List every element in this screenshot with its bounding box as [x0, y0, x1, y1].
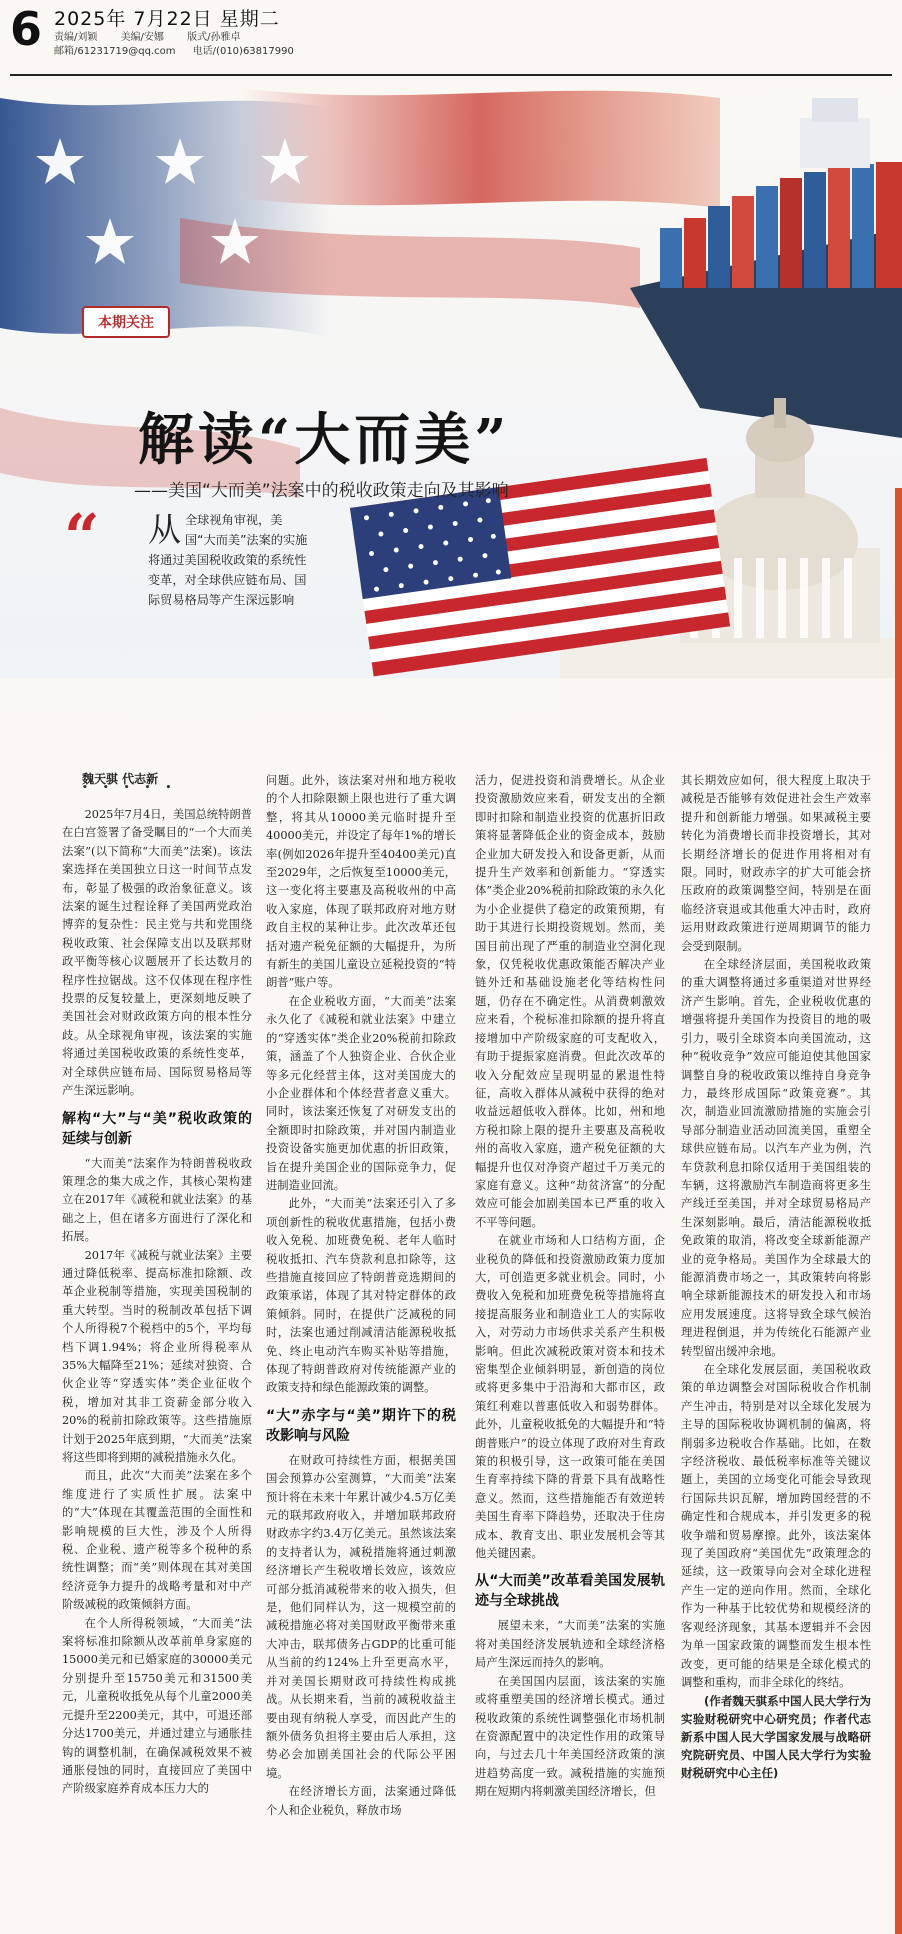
contact-email: 邮箱/61231719@qq.com [54, 46, 176, 57]
headline: 解读“大而美” [138, 407, 511, 473]
lead-text: 全球视角审视，美国“大而美”法案的实施将通过美国税收政策的系统性变革，对全球供应链布局、国际贸易格局等产生深远影响 [148, 513, 308, 607]
paragraph: 活力，促进投资和消费增长。从企业投资激励效应来看，研发支出的全额即时扣除和制造业投资的优惠折旧政策将显著降低企业的资金成本，鼓励企业加大研发投入和设备更新，从而提升生产效率和创新能力。“穿透实体”类企业20%税前扣除政策的永久化为小企业提供了稳定的政策预期，有助于其进行长期投资规划。然而，美国目前出现了严重的制造业空洞化现象，仅凭税收优惠政策能否解决产业链外迁和基础设施老化等结构性问题，仍存在不确定性。从消费刺激效应来看，个税标准扣除额的提升将直接增加中产阶级家庭的可支配收入，有助于提振家庭消费。但此次改革的收入分配效应呈现明显的累退性特征，高收入群体从减税中获得的绝对收益远超低收入群体。比如，州和地方税扣除上限的提升主要惠及高税收州的高收入家庭，遗产税免征额的大幅提升也仅对净资产超过千万美元的家庭有意义。这种“劫贫济富”的分配效应可能会加剧美国本已严重的收入不平等问题。 [475, 774, 665, 1229]
article-column-2 [266, 772, 456, 1926]
paragraph: 问题。此外，该法案对州和地方税收的个人扣除限额上限也进行了重大调整，将其从10000美元临时提升至40000美元，并设定了每年1%的增长率(例如2026年提升至40400美元)直至2029年，之后恢复至10000美元，这一变化将主要惠及高税收州的中高收入家庭，体现了联邦政府对地方财政自主权的某种让步。此次改革还包括对遗产税免征额的大幅提升，为所有新生的美国儿童设立延税投资的“特朗普”账户等。 [266, 774, 456, 990]
paragraph: 在全球化发展层面，美国税收政策的单边调整会对国际税收合作机制产生冲击，特别是对以全球化发展为主导的国际税收协调机制的偏离，将削弱多边税收合作基础。比如，在数字经济税收、最低税率标准等关键议题上，美国的立场变化可能会导致现行国际共识瓦解，增加跨国经营的不确定性和合规成本，并引发更多的税收争端和贸易摩擦。此外，该法案体现了美国政府“美国优先”政策理念的延续，这一政策导向会对全球化进程产生一定的逆向作用。然而，全球化作为一种基于比较优势和规模经济的客观经济现象，其基本逻辑并不会因为单一国家政策的调整而发生根本性改变，更可能的结果是全球化模式的调整和重构，而非全球化的终结。 [681, 1363, 871, 1689]
paragraph: 而且，此次“大而美”法案在多个维度进行了实质性扩展。法案中的“大”体现在其覆盖范围的全面性和影响规模的巨大性，涉及个人所得税、企业税、遗产税等多个税种的系统性调整；而“美”则体现在其对美国经济竞争力提升的战略考量和对中产阶级减税的政策倾斜方面。 [62, 1469, 252, 1612]
header-rule [10, 74, 892, 76]
paragraph: 其长期效应如何，很大程度上取决于减税是否能够有效促进社会生产效率提升和创新能力增强。如果减税主要转化为消费增长而非投资增长，其对长期经济增长的促进作用将相对有限。同时，财政赤字的扩大可能会挤压政府的政策调整空间，特别是在面临经济衰退或其他重大冲击时，政府运用财政政策进行逆周期调节的能力会受到限制。 [681, 774, 871, 953]
paragraph: “大而美”法案作为特朗普税收政策理念的集大成之作，其核心架构建立在2017年《减税和就业法案》的基础之上，但在诸多方面进行了深化和拓展。 [62, 1156, 252, 1244]
credit-layout: 版式/孙雅卓 [187, 32, 241, 43]
paragraph: 在财政可持续性方面，根据美国国会预算办公室测算，“大而美”法案预计将在未来十年累计减少4.5万亿美元的联邦政府收入，并增加联邦政府财政赤字约3.4万亿美元。虽然该法案的支持者认为，减税措施将通过刺激经济增长产生税收增长效应，该效应可部分抵消减税带来的收入损失，但是，他们同样认为，这一规模空前的减税措施必将对美国财政平衡带来重大冲击，联邦债务占GDP的比重可能从当前的约124%上升至更高水平，并对美国长期财政可持续性构成挑战。从长期来看，当前的减税收益主要由现有纳税人享受，而因此产生的额外债务负担将主要由后人承担，这势必会加剧美国社会的代际公平困境。 [266, 1453, 456, 1780]
paragraph: 展望未来，“大而美”法案的实施将对美国经济发展轨迹和全球经济格局产生深远而持久的影响。 [475, 1619, 665, 1670]
section-heading: 从“大而美”改革看美国发展轨迹与全球挑战 [475, 1573, 665, 1610]
paragraph: 在经济增长方面，法案通过降低个人和企业税负，释放市场 [266, 1785, 456, 1817]
hero-banner [0, 78, 902, 750]
byline [82, 770, 177, 793]
paragraph: 此外，“大而美”法案还引入了多项创新性的税收优惠措施，包括小费收入免税、加班费免税、老年人临时税收抵扣、汽车贷款利息扣除等，这些措施直接回应了特朗普竞选期间的政策承诺，体现了其对特定群体的政策倾斜。同时，在提供广泛减税的同时，法案也通过削减清洁能源税收抵免、终止电动汽车购买补贴等措施，体现了特朗普政府对传统能源产业的政策支持和绿色能源政策的调整。 [266, 1197, 456, 1395]
paragraph: 在企业税收方面，“大而美”法案永久化了《减税和就业法案》中建立的“穿透实体”类企业20%税前扣除政策，涵盖了个人独资企业、合伙企业等多元化经营主体，这对美国庞大的小企业群体和个体经营者意义重大。同时，该法案还恢复了对研发支出的全额即时扣除政策，并对国内制造业投资设备实施更加优惠的折旧政策，旨在提升美国企业的国际竞争力，促进制造业回流。 [266, 994, 456, 1192]
paragraph: 在个人所得税领域，“大而美”法案将标准扣除额从改革前单身家庭的15000美元和已婚家庭的30000美元分别提升至15750美元和31500美元，儿童税收抵免从每个儿童2000美元提升至2200美元，其中，可退还部分达1700美元，并通过建立与通胀挂钩的调整机制，在确保减税效果不被通胀侵蚀的同时，直接回应了美国中产阶级家庭养育成本压力大的 [62, 1616, 252, 1796]
credit-editor: 责编/刘颖 [54, 32, 98, 43]
quote-mark-icon: “ [64, 500, 100, 573]
paragraph: 2025年7月4日，美国总统特朗普在白宫签署了备受瞩目的“一个大而美法案”(以下简称“大而美”法案)。该法案选择在美国独立日这一时间节点发布，彰显了极强的政治象征意义。该法案的诞生过程诠释了美国两党政治博弈的复杂性：民主党与共和党围绕税收政策、社会保障支出以及联邦财政平衡等核心议题展开了长达数月的程序性拉锯战。这不仅体现在程序性投票的反复较量上，更深刻地反映了美国社会对财政政策方向的根本性分歧。从全球视角审视，该法案的实施将通过美国税收政策的系统性变革，对全球供应链布局、国际贸易格局等产生深远影响。 [62, 808, 252, 1098]
page-number: 6 [10, 2, 43, 56]
issue-date: 2025年 7月22日 星期二 [54, 8, 280, 30]
section-tag: 本期关注 [82, 306, 170, 338]
byline-authors: 魏天骐 代志新 [82, 772, 159, 786]
lead-paragraph [148, 510, 308, 610]
byline-dots: • • • • • [82, 783, 178, 793]
lead-drop-cap: 从 [148, 510, 181, 549]
accent-sidebar [895, 488, 902, 1934]
paragraph: 在美国国内层面，该法案的实施或将重塑美国的经济增长模式。通过税收政策的系统性调整强化市场机制在资源配置中的决定性作用的政策导向，与过去几十年美国经济政策的演进趋势高度一致。减税措施的实施预期在短期内将刺激美国经济增长，但 [475, 1674, 665, 1799]
contact-info [54, 42, 308, 57]
editor-credits [54, 28, 261, 43]
section-heading: “大”赤字与“美”期许下的税改影响与风险 [266, 1407, 456, 1444]
article-column-3 [475, 772, 665, 1926]
paragraph: 在全球经济层面，美国税收政策的重大调整将通过多重渠道对世界经济产生影响。首先，企业税收优惠的增强将提升美国作为投资目的地的吸引力，吸引全球资本向美国流动，这种“税收竞争”效应可能迫使其他国家调整自身的税收政策以维持自身竞争力，最终形成国际“政策竞赛”。其次，制造业回流激励措施的实施会引导部分制造业活动回流美国，重塑全球供应链布局。以汽车产业为例，汽车贷款利息扣除仅适用于美国组装的车辆，这将激励汽车制造商将更多生产线迁至美国，并对全球贸易格局产生深刻影响。最后，清洁能源税收抵免政策的取消，将改变全球新能源产业的竞争格局。美国作为全球最大的能源消费市场之一，其政策转向将影响全球新能源技术的研发投入和市场应用发展速度。这将导致全球气候治理进程倒退，并为传统化石能源产业转型留出缓冲余地。 [681, 958, 871, 1358]
paragraph: 2017年《减税与就业法案》主要通过降低税率、提高标准扣除额、改革企业税制等措施，实现美国税制的重大转型。当时的税制改革包括下调个人所得税7个税档中的5个，平均每档下调1.94%；将企业所得税率从35%大幅降至21%；延续对独资、合伙企业等“穿透实体”类企业征收个税，增加对其非工资薪金部分收入20%的税前扣除政策等。这些措施原计划于2025年底到期，“大而美”法案将这些即将到期的减税措施永久化。 [62, 1248, 252, 1464]
author-note: (作者魏天骐系中国人民大学行为实验财税研究中心研究员；作者代志新系中国人民大学国家发展与战略研究院研究员、中国人民大学行为实验财税研究中心主任) [681, 1694, 871, 1781]
contact-phone: 电话/(010)63817990 [192, 46, 294, 57]
paragraph: 在就业市场和人口结构方面，企业税负的降低和投资激励政策力度加大，可创造更多就业机会。同时，小费收入免税和加班费免税等措施将直接提高服务业和制造业工人的实际收入，对劳动力市场供求关系产生积极影响。但此次减税政策对资本和技术密集型企业倾斜明显，新创造的岗位或将更多集中于沿海和大都市区，政策红利难以普惠低收入和弱势群体。此外，儿童税收抵免的大幅提升和“特朗普账户”的设立体现了政府对生育政策的积极引导，这一政策可能在美国生育率持续下降的背景下具有战略性意义。然而，这些措施能否有效逆转美国生育率下降趋势，还取决于住房成本、教育支出、职业发展机会等其他关键因素。 [475, 1234, 665, 1561]
masthead [0, 0, 902, 76]
section-heading: 解构“大”与“美”税收政策的延续与创新 [62, 1110, 252, 1147]
red-brush-stroke-top [240, 88, 720, 208]
article-column-4 [681, 772, 871, 1926]
subheadline: ——美国“大而美”法案中的税收政策走向及其影响 [134, 481, 509, 501]
credit-designer: 美编/安娜 [120, 32, 164, 43]
article-column-1 [62, 806, 252, 1926]
